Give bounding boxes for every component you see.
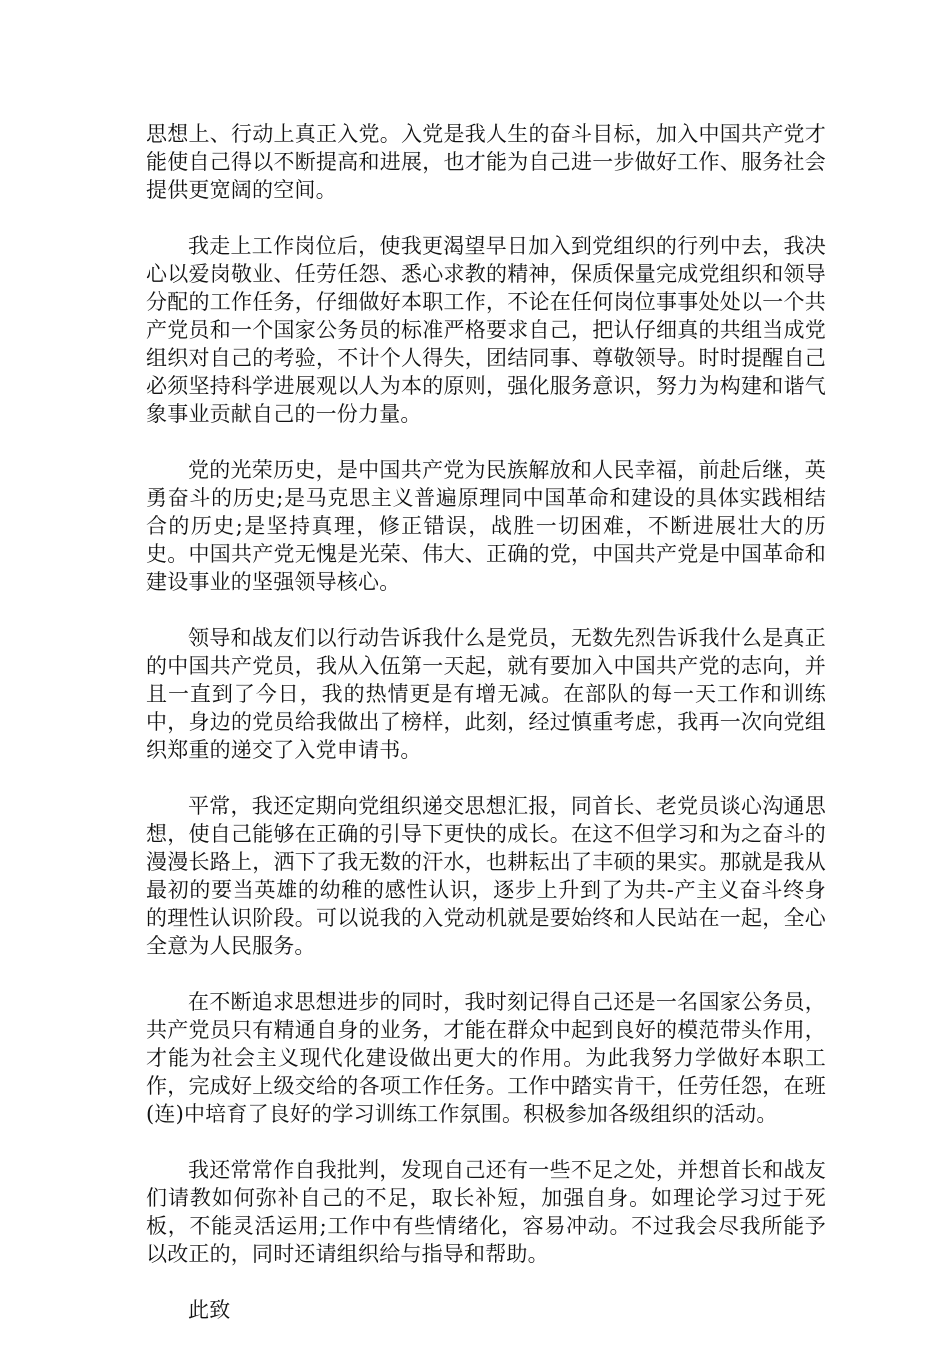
- paragraph-application-motive: 领导和战友们以行动告诉我什么是党员，无数先烈告诉我什么是真正的中国共产党员，我从入伍第一天起，就有要加入中国共产党的志向，并且一直到了今日，我的热情更是有增无减。在部队的每一天工作和训练中，身边的党员给我做出了榜样，此刻，经过慎重考虑，我再一次向党组织郑重的递交了入党申请书。: [146, 626, 826, 762]
- closing-salutation: 此致: [188, 1298, 231, 1322]
- paragraph-continuation: 思想上、行动上真正入党。入党是我人生的奋斗目标，加入中国共产党才能使自己得以不断提高和进展，也才能为自己进一步做好工作、服务社会提供更宽阔的空间。: [146, 122, 826, 202]
- paragraph-party-history: 党的光荣历史，是中国共产党为民族解放和人民幸福，前赴后继，英勇奋斗的历史;是马克思主义普遍原理同中国革命和建设的具体实践相结合的历史;是坚持真理，修正错误，战胜一切困难，不断进展壮大的历史。中国共产党无愧是光荣、伟大、正确的党，中国共产党是中国革命和建设事业的坚强领导核心。: [146, 458, 826, 594]
- paragraph-self-criticism: 我还常常作自我批判，发现自己还有一些不足之处，并想首长和战友们请教如何弥补自己的不足，取长补短，加强自身。如理论学习过于死板，不能灵活运用;工作中有些情绪化，容易冲动。不过我会尽我所能予以改正的，同时还请组织给与指导和帮助。: [146, 1158, 826, 1266]
- paragraph-professional-duty: 在不断追求思想进步的同时，我时刻记得自己还是一名国家公务员，共产党员只有精通自身的业务，才能在群众中起到良好的模范带头作用，才能为社会主义现代化建设做出更大的作用。为此我努力学做好本职工作，完成好上级交给的各项工作任务。工作中踏实肯干，任劳任怨，在班(连)中培育了良好的学习训练工作氛围。积极参加各级组织的活动。: [146, 990, 826, 1126]
- document-body: [146, 120, 826, 1352]
- paragraph-thought-reports: 平常，我还定期向党组织递交思想汇报，同首长、老党员谈心沟通思想，使自己能够在正确的引导下更快的成长。在这不但学习和为之奋斗的漫漫长路上，洒下了我无数的汗水，也耕耘出了丰硕的果实。那就是我从最初的要当英雄的幼稚的感性认识，逐步上升到了为共-产主义奋斗终身的理性认识阶段。可以说我的入党动机就是要始终和人民站在一起，全心全意为人民服务。: [146, 794, 826, 958]
- paragraph-work-commitment: 我走上工作岗位后，使我更渴望早日加入到党组织的行列中去，我决心以爱岗敬业、任劳任怨、悉心求教的精神，保质保量完成党组织和领导分配的工作任务，仔细做好本职工作，不论在任何岗位事事处处以一个共产党员和一个国家公务员的标准严格要求自己，把认仔细真的共组当成党组织对自己的考验，不计个人得失，团结同事、尊敬领导。时时提醒自己必须坚持科学进展观以人为本的原则，强化服务意识，努力为构建和谐气象事业贡献自己的一份力量。: [146, 234, 826, 426]
